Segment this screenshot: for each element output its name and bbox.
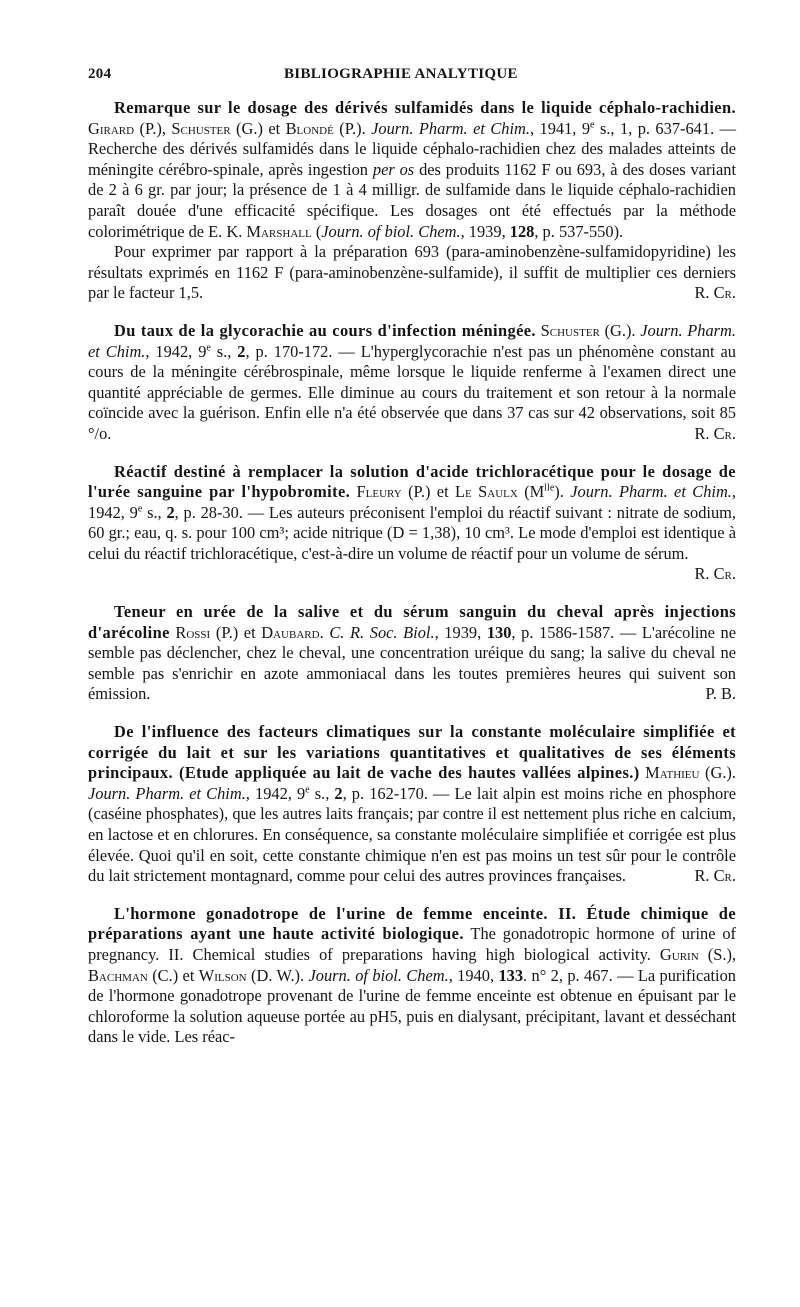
volume-number: 130: [486, 622, 512, 642]
english-title: The gonadotropic hormone of urine of pregnancy. II. Chemical studies of preparations having high biological activity.: [88, 924, 736, 964]
reference-text: , 1942, 9: [145, 341, 207, 361]
reference-text: s.,: [142, 502, 167, 522]
author-initials: (G.).: [599, 320, 641, 340]
author-initials: (G.).: [699, 763, 736, 783]
volume-number: 128: [509, 221, 535, 241]
entry-abstract: [88, 321, 736, 445]
author-initials: (S.),: [698, 944, 736, 964]
reviewer-signature: R. Cr.: [694, 283, 736, 303]
entry-abstract: [88, 98, 736, 242]
author-name: Rossi: [169, 622, 211, 642]
author-name: Mathieu: [645, 763, 700, 783]
author-initials: .: [319, 622, 330, 642]
bibliography-entry: [88, 722, 736, 887]
volume-number: 2: [237, 341, 246, 361]
journal-name: Journ. of biol. Chem.: [308, 965, 449, 985]
reference-text: , 1941, 9: [529, 118, 591, 138]
superscript: e: [305, 784, 310, 796]
entry-abstract: [88, 602, 736, 705]
entry-title: De l'influence des facteurs climatiques sur la constante moléculaire simplifiée et corrigée du lait et sur les variations quantitatives et qualitatives de ses éléments principaux. (Etude appliquée au lait de vache des hautes vallées alpines.): [88, 722, 736, 783]
journal-name: C. R. Soc. Biol.: [329, 622, 435, 642]
reviewer-signature: R. Cr.: [694, 564, 736, 584]
bibliography-entry: [88, 462, 736, 586]
reference-text: , 1939,: [434, 622, 487, 642]
abstract-text: , p. 162-170. — Le lait alpin est moins riche en phosphore (caséine phosphates), que les autres laits français; par contre il est nettement plus riche en calcium, en lactose et en chlorures. En conséquence, sa constante moléculaire simplifiée et corrigée est plus élevée. Quoi qu'il en soit, cette constante chimique n'en est pas moins un test sûr pour le contrôle du lait strictement montagnard, comme pour celui des autres provinces françaises.: [88, 783, 736, 886]
reference-text: s.,: [210, 341, 238, 361]
journal-name: Journ. Pharm. et Chim.: [88, 783, 246, 803]
author-initials: ).: [554, 482, 571, 502]
volume-number: 2: [334, 783, 343, 803]
page-body: [88, 62, 736, 1065]
reference-text: , p. 537-550).: [534, 221, 624, 241]
author-initials: (D. W.).: [246, 965, 309, 985]
entry-title: Remarque sur le dosage des dérivés sulfamidés dans le liquide céphalo-rachidien.: [114, 98, 736, 117]
abstract-text: s., 1, p. 637-641. — Recherche des dérivés sulfamidés dans le liquide céphalo-rachidien chez des malades atteints de méningite cérébro-spinale, après ingestion: [88, 118, 736, 179]
author-initials: (P.) et: [210, 622, 262, 642]
entry-paragraph: [88, 242, 736, 304]
running-head: [88, 62, 736, 90]
journal-name: Journ. Pharm. et Chim.: [371, 118, 530, 138]
entry-title: L'hormone gonadotrope de l'urine de femme enceinte. II. Étude chimique de préparations ayant une haute activité biologique.: [88, 903, 736, 944]
entry-title: Du taux de la glycorachie au cours d'infection méningée.: [114, 320, 536, 340]
superscript: e: [206, 342, 211, 354]
author-name: Le Saulx: [455, 482, 518, 502]
author-name: Gurin: [659, 944, 699, 964]
journal-name: Journ. of biol. Chem.: [321, 221, 461, 241]
author-name: Marshall: [246, 221, 312, 241]
reviewer-signature: R. Cr.: [694, 423, 736, 443]
volume-number: 2: [166, 502, 175, 522]
bibliography-entry: [88, 904, 736, 1048]
latin-phrase: per os: [372, 159, 415, 179]
entry-abstract: [88, 461, 737, 584]
author-name: Schuster: [540, 320, 600, 340]
reference-text: s.,: [309, 783, 335, 803]
bibliography-entry: [88, 321, 736, 445]
author-initials: (P.).: [333, 118, 372, 138]
author-initials: (C.) et: [147, 965, 199, 985]
journal-name: Journ. Pharm. et Chim.: [88, 320, 736, 361]
abstract-text: Pour exprimer par rapport à la préparation 693 (para-aminobenzène-sulfamidopyridine) les résultats exprimés en 1162 F (para-aminobenzène-sulfamide), il suffit de multiplier ces derniers par le facteur 1,5.: [88, 242, 736, 303]
bibliography-entry: [88, 98, 736, 304]
abstract-text: . n° 2, p. 467. — La purification de l'hormone gonadotrope provenant de l'urine de femme enceinte est obtenue en épuisant par le chloroforme la solution aqueuse portée au pH5, puis en dialysant, précipitant, lavant et desséchant dans le vide. Les réac-: [88, 965, 736, 1047]
reference-text: , 1939,: [460, 221, 510, 241]
author-name: Girard: [88, 118, 135, 138]
superscript: lle: [544, 482, 555, 494]
reviewer-signature: P. B.: [705, 684, 736, 704]
author-name: Blondé: [285, 118, 334, 138]
abstract-text: , p. 170-172. — L'hyperglycorachie n'est pas un phénomène constant au cours de la méningite cérébrospinale, même lorsque le liquide renferme à l'examen direct une quantité appréciable de germes. Elle diminue au cours du traitement et son retour à la normale coïncide avec la guérison. Enfin elle n'a été observée que dans 37 cas sur 42 observations, soit 85 °/o.: [88, 341, 736, 443]
abstract-text: , p. 28-30. — Les auteurs préconisent l'emploi du réactif suivant : nitrate de sodium, 60 gr.; eau, q. s. pour 100 cm³; acide nitrique (D = 1,38), 10 cm³. Le mode d'emploi est identique à celui du réactif trichloracétique, c'est-à-dire un volume de réactif pour un volume de sérum.: [88, 502, 737, 563]
bibliography-entry: [88, 602, 736, 705]
entry-title: Teneur en urée de la salive et du sérum sanguin du cheval après injections d'arécoline: [88, 602, 736, 642]
author-initials: (M: [517, 482, 545, 502]
author-name: Daubard: [261, 622, 320, 642]
author-initials: (P.),: [134, 118, 172, 138]
journal-name: Journ. Pharm. et Chim.: [570, 482, 732, 502]
superscript: e: [590, 119, 595, 131]
entry-abstract: [88, 904, 736, 1048]
author-name: Fleury: [356, 482, 402, 502]
punctuation: (: [311, 221, 322, 241]
author-name: Wilson: [198, 965, 247, 985]
author-name: Bachman: [88, 965, 148, 985]
volume-number: 133: [498, 965, 524, 985]
author-initials: (G.) et: [230, 118, 286, 138]
entry-abstract: [88, 722, 736, 887]
entry-title: Réactif destiné à remplacer la solution d'acide trichloracétique pour le dosage de l'urée sanguine par l'hypobromite.: [88, 461, 736, 502]
abstract-text: des produits 1162 F ou 693, à des doses variant de 2 à 6 gr. par jour; la présence de 1 à 4 milligr. de sulfamide dans le liquide céphalo-rachidien paraît douée d'une efficacité spécifique. Les dosages ont été effectués par la méthode colorimétrique de E. K.: [88, 159, 736, 241]
page-number: 204: [88, 66, 112, 82]
superscript: e: [137, 503, 143, 515]
reference-text: , 1940,: [448, 965, 499, 985]
running-title: BIBLIOGRAPHIE ANALYTIQUE: [284, 66, 518, 82]
reference-text: , 1942, 9: [88, 482, 737, 522]
author-initials: (P.) et: [401, 482, 456, 502]
reviewer-signature: R. Cr.: [694, 866, 736, 886]
reference-text: , 1942, 9: [245, 783, 306, 803]
abstract-text: , p. 1586-1587. — L'arécoline ne semble pas déclencher, chez le cheval, une concentration uréique du sang; la salive du cheval ne semble pas s'enrichir en azote ammoniacal dans les toutes premières heures qui suivent son émission.: [88, 622, 737, 704]
author-name: Schuster: [171, 118, 231, 138]
